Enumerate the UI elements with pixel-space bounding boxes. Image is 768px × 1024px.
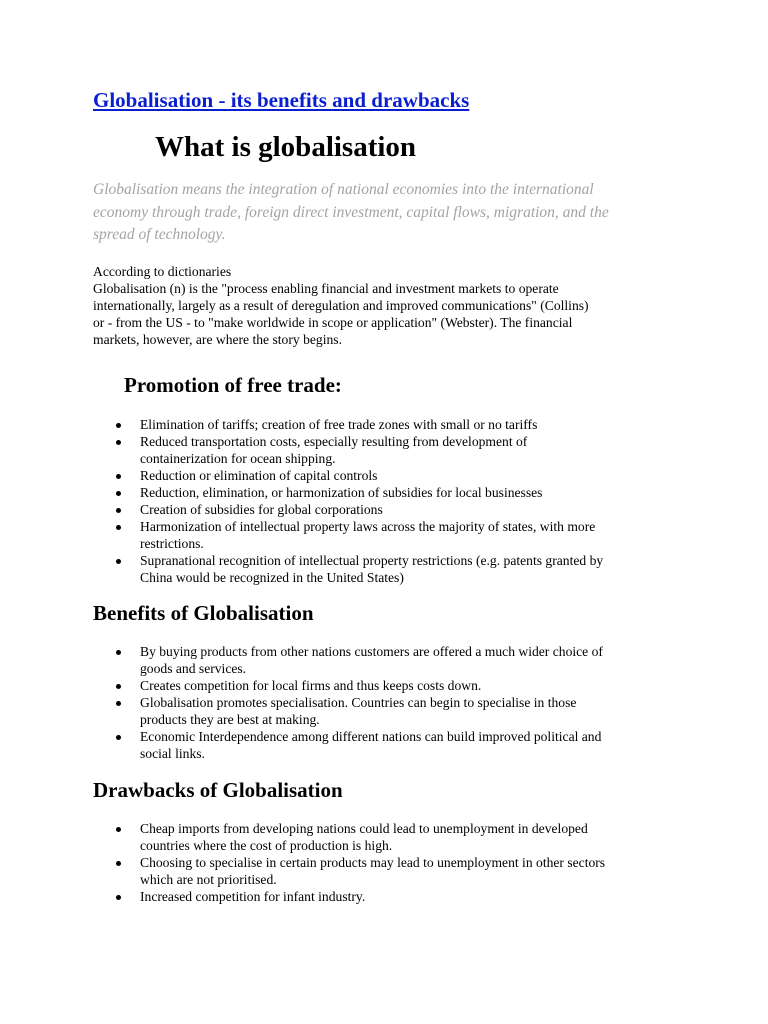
list-item: [116, 728, 603, 762]
bullet-icon: [116, 525, 121, 530]
intro-quote-line: economy through trade, foreign direct investment, capital flows, migration, and the: [93, 203, 609, 221]
list-item: [116, 694, 603, 728]
list-item: [116, 416, 603, 433]
list-item-line: China would be recognized in the United States): [140, 570, 404, 585]
main-heading: What is globalisation: [155, 131, 417, 163]
list-item-line: Reduced transportation costs, especially resulting from development of: [140, 434, 528, 449]
list-item-line: By buying products from other nations customers are offered a much wider choice of: [140, 644, 603, 659]
list-item-line: social links.: [140, 746, 205, 761]
paragraph-line: internationally, largely as a result of deregulation and improved communications" (Collins): [93, 298, 589, 313]
list-item: [116, 820, 605, 854]
promotion-heading: Promotion of free trade:: [124, 373, 342, 397]
benefits-list: [116, 643, 603, 762]
bullet-icon: [116, 491, 121, 496]
bullet-icon: [116, 861, 121, 866]
intro-quote: [93, 179, 693, 247]
list-item-line: Harmonization of intellectual property laws across the majority of states, with more: [140, 519, 596, 534]
list-item-line: Reduction or elimination of capital controls: [140, 468, 378, 483]
bullet-icon: [116, 440, 121, 445]
bullet-icon: [116, 508, 121, 513]
dictionary-paragraph: [93, 263, 733, 348]
drawbacks-list: [116, 820, 605, 905]
paragraph-line: According to dictionaries: [93, 264, 232, 279]
list-item: [116, 888, 605, 905]
list-item: [116, 854, 605, 888]
list-item-line: Supranational recognition of intellectual property restrictions (e.g. patents granted by: [140, 553, 604, 568]
intro-quote-line: Globalisation means the integration of national economies into the international: [93, 181, 594, 198]
list-item: [116, 433, 603, 467]
intro-quote-line: spread of technology.: [93, 226, 226, 243]
benefits-heading: Benefits of Globalisation: [93, 601, 314, 625]
list-item-line: Globalisation promotes specialisation. Countries can begin to specialise in those: [140, 695, 577, 710]
bullet-icon: [116, 650, 121, 655]
list-item-line: goods and services.: [140, 661, 247, 676]
bullet-icon: [116, 827, 121, 832]
bullet-icon: [116, 895, 121, 900]
bullet-icon: [116, 559, 121, 564]
bullet-icon: [116, 735, 121, 740]
bullet-icon: [116, 474, 121, 479]
list-item-line: Creation of subsidies for global corporations: [140, 502, 383, 517]
list-item-line: Economic Interdependence among different nations can build improved political and: [140, 729, 602, 744]
list-item-line: Increased competition for infant industry.: [140, 889, 366, 904]
list-item: [116, 467, 603, 484]
paragraph-line: or - from the US - to "make worldwide in scope or application" (Webster). The financial: [93, 315, 573, 330]
bullet-icon: [116, 423, 121, 428]
drawbacks-heading: Drawbacks of Globalisation: [93, 778, 343, 802]
list-item-line: Creates competition for local firms and thus keeps costs down.: [140, 678, 482, 693]
list-item-line: products they are best at making.: [140, 712, 320, 727]
title-link[interactable]: Globalisation - its benefits and drawbacks: [93, 88, 470, 112]
list-item-line: which are not prioritised.: [140, 872, 277, 887]
list-item: [116, 518, 603, 552]
list-item-line: countries where the cost of production is high.: [140, 838, 393, 853]
list-item-line: restrictions.: [140, 536, 204, 551]
list-item-line: Cheap imports from developing nations could lead to unemployment in developed: [140, 821, 588, 836]
list-item-line: Elimination of tariffs; creation of free trade zones with small or no tariffs: [140, 417, 538, 432]
bullet-icon: [116, 701, 121, 706]
list-item: [116, 677, 603, 694]
list-item-line: containerization for ocean shipping.: [140, 451, 336, 466]
list-item-line: Reduction, elimination, or harmonization of subsidies for local businesses: [140, 485, 543, 500]
paragraph-line: markets, however, are where the story begins.: [93, 332, 342, 347]
bullet-icon: [116, 684, 121, 689]
list-item: [116, 501, 603, 518]
list-item: [116, 643, 603, 677]
promotion-list: [116, 416, 603, 586]
list-item-line: Choosing to specialise in certain products may lead to unemployment in other sectors: [140, 855, 606, 870]
list-item: [116, 552, 603, 586]
list-item: [116, 484, 603, 501]
paragraph-line: Globalisation (n) is the "process enabling financial and investment markets to operate: [93, 281, 559, 296]
